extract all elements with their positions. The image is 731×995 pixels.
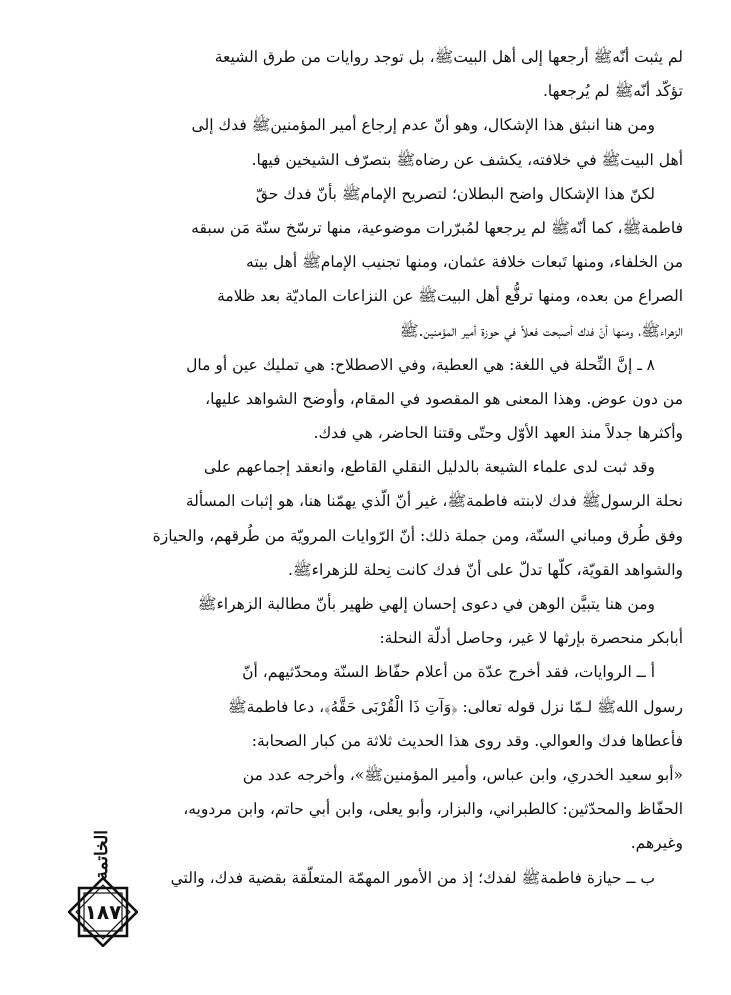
- page-number: ١٨٧: [84, 900, 122, 924]
- text-line: من الخلفاء، ومنها تَبعات خلافة عثمان، ومنها تجنيب الإمامﷺ أهل بيته: [246, 253, 683, 272]
- text-line: أبابكر منحصرة بإرثها لا غير، وحاصل أدلّة النحلة:: [379, 629, 683, 648]
- text-line: وقد ثبت لدى علماء الشيعة بالدليل النقلي القاطع، وانعقد إجماعهم على: [203, 458, 655, 477]
- text-line: وأكثرها جدلاً منذ العهد الأوّل وحتّى وقتنا الحاضر، هي فدك.: [313, 424, 683, 443]
- text-line: أهل البيتﷺ في خلافته، يكشف عن رضاهﷺ بتصرّف الشيخين فيها.: [251, 150, 683, 169]
- text-line: الزهراءﷺ، ومنها أنّ فدك أصبحت فعلاً في حوزة أمير المؤمنين.ﷺ: [399, 321, 683, 340]
- text-line: من دون عوض. وهذا المعنى هو المقصود في المقام، وأوضح الشواهد عليها،: [205, 389, 683, 408]
- text-line: ومن هنا انبثق هذا الإشكال، وهو أنّ عدم إرجاع أمير المؤمنينﷺ فدك إلى: [191, 116, 655, 135]
- text-line: أ ــ الروايات، فقد أخرج عدّة من أعلام حفّاظ السنّة ومحدّثيهم، أنّ: [242, 663, 655, 682]
- text-line: فأعطاها فدك والعوالي. وقد روى هذا الحديث ثلاثة من كبار الصحابة:: [251, 731, 683, 750]
- text-line: نحلة الرسولﷺ فدك لابنته فاطمةﷺ، غير أنّ الّذي يهمّنا هنا، هو إثبات المسألة: [185, 492, 683, 511]
- text-line: «أبو سعيد الخدري، وابن عباس، وأمير المؤمنينﷺ»، وأخرجه عدد من: [242, 765, 683, 784]
- text-line: ٨ ـ إنَّ النِّحلة في اللغة: هي العطية، وفي الاصطلاح: هي تمليك عين أو مال: [186, 355, 655, 374]
- text-line: لم يثبت أنّهﷺ أرجعها إلى أهل البيتﷺ، بل توجد روايات من طرق الشيعة: [214, 48, 683, 66]
- text-line: وفق طُرق ومباني السنّة، ومن جملة ذلك: أنّ الرّوايات المرويّة من طُرقهم، والحيازة: [152, 526, 683, 545]
- text-line: تؤكّد أنّهﷺ لم يُرجعها.: [542, 82, 683, 101]
- text-line: الصراع من بعده، ومنها ترفُّع أهل البيتﷺ عن النزاعات الماديّة بعد ظلامة: [217, 287, 683, 306]
- text-line: ب ــ حيازة فاطمةﷺ لفدك؛ إذ من الأمور المهمّة المتعلّقة بقضية فدك، والتي: [170, 868, 655, 887]
- text-line: ومن هنا يتبيَّن الوهن في دعوى إحسان إلهي ظهير بأنّ مطالبة الزهراءﷺ: [197, 595, 655, 613]
- page-number-badge: [68, 877, 138, 947]
- body-text: [53, 40, 683, 895]
- text-line: الحفّاظ والمحدّثين: كالطبراني، والبزار، وأبو يعلى، وابن أبي حاتم، وابن مردويه،: [183, 800, 683, 819]
- text-line: فاطمةﷺ، كما أنّهﷺ لم يرجعها لمُبرّرات موضوعية، منها ترسّخ سنّة مَن سبقه: [191, 218, 683, 237]
- text-line: والشواهد القويّة، كلّها تدلّ على أنّ فدك كانت نِحلة للزهراءﷺ.: [288, 560, 683, 579]
- text-line: رسول اللهﷺ لـمّا نزل قوله تعالى: ﴿وَآتِ ذَا الْقُرْبَى حَقَّهُ﴾، دعا فاطمةﷺ: [227, 697, 683, 716]
- text-line: لكنّ هذا الإشكال واضح البطلان؛ لتصريح الإمامﷺ بأنّ فدك حقّ: [255, 184, 655, 203]
- text-line: وغيرهم.: [630, 834, 683, 853]
- chapter-side-label: الخاتمة: [92, 830, 112, 880]
